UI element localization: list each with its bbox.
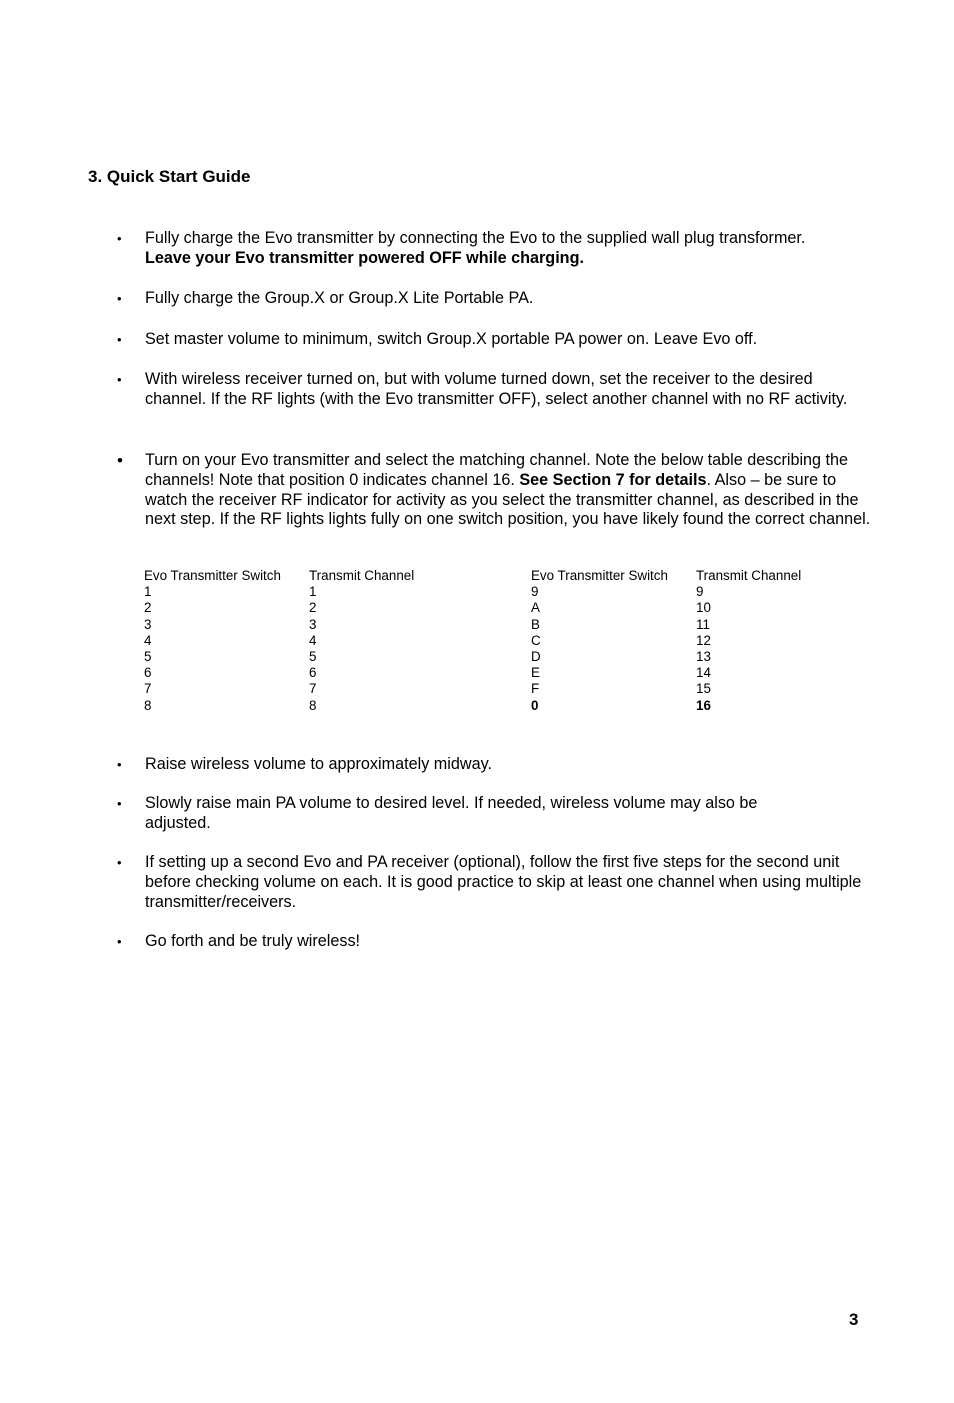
table-cell: A: [531, 600, 540, 616]
table-cell: 3: [309, 616, 317, 632]
table-cell: 11: [696, 616, 710, 632]
step-text-pre: Turn on your Evo transmitter and select the matching channel. Note the below table describing the channels! Note that position 0 indicates channel 16.: [145, 451, 849, 489]
step-text: Fully charge the Group.X or Group.X Lite Portable PA.: [145, 289, 534, 307]
table-cell: B: [531, 616, 540, 632]
table-cell: 5: [144, 648, 152, 664]
step-go-forth: [117, 932, 875, 952]
table-cell: 8: [144, 697, 152, 713]
step-second-receiver: [117, 853, 865, 912]
table-cell: 10: [696, 600, 711, 616]
table-cell: 15: [696, 681, 711, 697]
table-cell: 2: [144, 600, 152, 616]
column-header: Transmit Channel: [309, 568, 415, 583]
bullet-marker: •: [117, 332, 122, 347]
table-cell: 4: [144, 632, 152, 648]
bullet-marker: •: [117, 855, 122, 870]
column-header: Evo Transmitter Switch: [531, 568, 668, 583]
table-cell: 3: [144, 616, 152, 632]
step-text: Slowly raise main PA volume to desired level. If needed, wireless volume may also be adjusted.: [145, 794, 758, 832]
table-cell: 8: [309, 697, 317, 713]
step-turn-on-transmitter: [117, 451, 871, 530]
table-cell: 7: [309, 681, 317, 697]
section-heading: 3. Quick Start Guide: [88, 167, 251, 186]
table-cell: D: [531, 648, 541, 664]
bullet-marker: •: [117, 291, 122, 306]
step-text: Go forth and be truly wireless!: [145, 932, 361, 950]
step-text: Fully charge the Evo transmitter by connecting the Evo to the supplied wall plug transformer.: [145, 229, 806, 247]
table-cell: 9: [531, 584, 539, 600]
bullet-marker: •: [117, 757, 122, 772]
table-cell-highlight: 0: [531, 697, 539, 713]
step-bold-text: See Section 7 for details: [519, 470, 707, 489]
step-text: With wireless receiver turned on, but with volume turned down, set the receiver to the desired channel. If the RF lights (with the Evo transmitter OFF), select another channel with no RF activity.: [145, 370, 848, 408]
left-switch-column: [144, 568, 281, 714]
table-cell: E: [531, 665, 540, 681]
step-raise-pa-volume: [117, 794, 825, 834]
bullet-marker: •: [117, 372, 122, 387]
step-text-post: . Also – be sure to watch the receiver RF indicator for activity as you select the transmitter channel, as described in the next step. If the RF lights lights fully on one switch position, you have likely found the correct channel.: [145, 470, 871, 529]
step-text: Raise wireless volume to approximately midway.: [145, 755, 492, 773]
step-set-receiver-channel: [117, 370, 860, 410]
bullet-marker: •: [117, 934, 122, 949]
step-bold-text: Leave your Evo transmitter powered OFF while charging.: [145, 248, 584, 267]
step-charge-pa: [117, 289, 875, 309]
table-cell: C: [531, 632, 541, 648]
table-cell: 4: [309, 632, 317, 648]
right-channel-column: [696, 568, 801, 714]
step-charge-transmitter: [117, 229, 875, 269]
table-cell: 6: [309, 665, 317, 681]
table-cell: 2: [309, 600, 317, 616]
table-cell: 7: [144, 681, 152, 697]
table-cell: 1: [144, 584, 152, 600]
bullet-marker: •: [117, 796, 122, 811]
right-switch-column: [531, 568, 668, 714]
table-cell: 14: [696, 665, 711, 681]
bullet-marker: •: [117, 231, 122, 246]
page-number: 3: [849, 1310, 859, 1329]
table-cell: F: [531, 681, 540, 697]
table-cell: 13: [696, 648, 711, 664]
step-raise-wireless-volume: [117, 755, 875, 775]
table-cell: 9: [696, 584, 704, 600]
column-header: Evo Transmitter Switch: [144, 568, 281, 583]
table-cell: 6: [144, 665, 152, 681]
table-cell-highlight: 16: [696, 697, 711, 713]
table-cell: 12: [696, 632, 711, 648]
step-text: If setting up a second Evo and PA receiver (optional), follow the first five steps for the second unit before checking volume on each. It is good practice to skip at least one channel when using multiple transmitter/receivers.: [145, 853, 862, 911]
step-set-master-volume: [117, 330, 875, 350]
table-cell: 1: [309, 584, 317, 600]
left-channel-column: [309, 568, 414, 714]
step-text: Set master volume to minimum, switch Group.X portable PA power on. Leave Evo off.: [145, 330, 758, 348]
bullet-marker: •: [117, 451, 123, 470]
column-header: Transmit Channel: [696, 568, 802, 583]
table-cell: 5: [309, 648, 317, 664]
